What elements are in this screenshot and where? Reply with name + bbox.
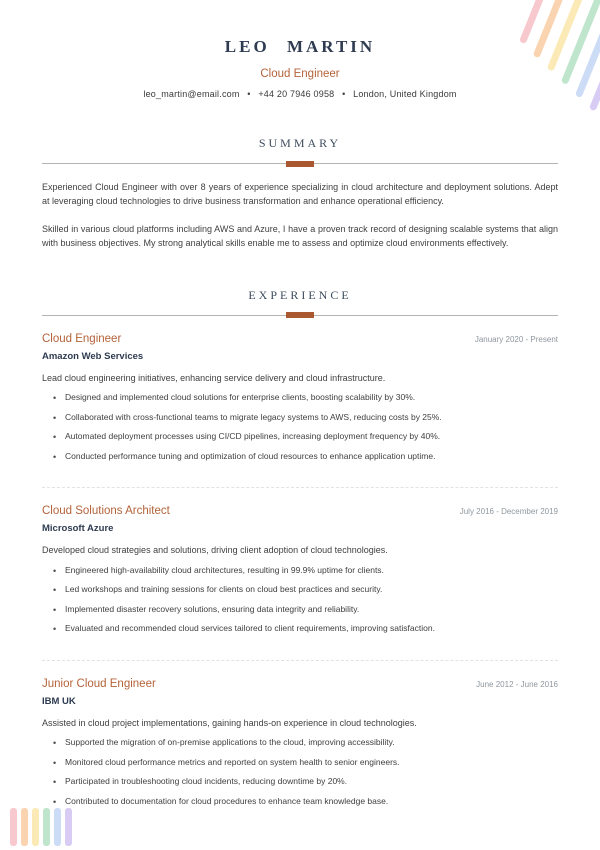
section-divider — [42, 315, 558, 316]
job-dates: July 2016 - December 2019 — [459, 507, 558, 517]
contact-phone: +44 20 7946 0958 — [258, 89, 335, 99]
job-entry — [42, 488, 558, 660]
job-lead: Assisted in cloud project implementations, gaining hands-on experience in cloud technologies. — [42, 717, 417, 728]
decorative-stripe — [54, 808, 61, 846]
job-title: Cloud Solutions Architect — [42, 505, 170, 518]
experience-body — [42, 316, 558, 807]
candidate-name: LEO MARTIN — [224, 37, 376, 56]
experience-section — [0, 288, 600, 807]
divider-accent-bar — [286, 312, 314, 318]
bullet-item: • Evaluated and recommended cloud services tailored to client requirements, improving satisfaction. — [42, 623, 558, 634]
bullet-item: • Participated in troubleshooting cloud incidents, reducing downtime by 20%. — [42, 776, 558, 787]
job-company: IBM UK — [42, 695, 76, 707]
decorative-stripe — [65, 808, 72, 846]
decorative-stripe — [10, 808, 17, 846]
decorative-stripes-bottom-left — [10, 808, 72, 846]
experience-heading: EXPERIENCE — [248, 287, 352, 302]
bullet-item: • Implemented disaster recovery solutions, ensuring data integrity and reliability. — [42, 604, 558, 615]
summary-paragraph: Skilled in various cloud platforms including AWS and Azure, I have a proven track record of designing scalable systems that align with business objectives. My strong analytical skills enable me to assess and optimize cloud environments effectively. — [42, 223, 558, 249]
decorative-stripe — [21, 808, 28, 846]
job-entry — [42, 316, 558, 488]
candidate-title: Cloud Engineer — [260, 68, 340, 80]
job-header — [42, 333, 558, 345]
job-company: Amazon Web Services — [42, 350, 144, 362]
job-lead: Developed cloud strategies and solutions, driving client adoption of cloud technologies. — [42, 545, 388, 556]
job-title: Cloud Engineer — [42, 332, 122, 345]
bullet-item: • Supported the migration of on-premise applications to the cloud, improving accessibility. — [42, 737, 558, 748]
summary-heading: SUMMARY — [258, 136, 342, 150]
contact-location: London, United Kingdom — [353, 89, 457, 99]
job-bullet-list — [42, 737, 558, 807]
bullet-item: • Monitored cloud performance metrics and reported on system health to senior engineers. — [42, 757, 558, 768]
bullet-item: • Contributed to documentation for cloud procedures to enhance team knowledge base. — [42, 796, 558, 807]
bullet-item: • Designed and implemented cloud solutions for enterprise clients, boosting scalability by 30%. — [42, 392, 558, 403]
job-entry — [42, 661, 558, 807]
resume-header — [0, 0, 600, 99]
bullet-item: • Collaborated with cross-functional teams to migrate legacy systems to AWS, reducing costs by 25%. — [42, 412, 558, 423]
contact-line — [0, 89, 600, 99]
job-dates: January 2020 - Present — [474, 334, 558, 344]
summary-paragraph: Experienced Cloud Engineer with over 8 years of experience specializing in cloud architecture and deployment solutions. Adept at leveraging cloud technologies to drive business transformation and enhance operational efficiency. — [42, 182, 558, 207]
bullet-item: • Led workshops and training sessions for clients on cloud best practices and security. — [42, 584, 558, 595]
decorative-stripe — [43, 808, 50, 846]
job-lead: Lead cloud engineering initiatives, enhancing service delivery and cloud infrastructure. — [42, 372, 386, 383]
section-divider — [42, 163, 558, 164]
job-header — [42, 505, 558, 517]
bullet-item: • Engineered high-availability cloud architectures, resulting in 99.9% uptime for clients. — [42, 565, 558, 576]
job-dates: June 2012 - June 2016 — [476, 679, 558, 689]
contact-separator: • — [342, 89, 346, 99]
divider-accent-bar — [286, 161, 314, 167]
job-title: Junior Cloud Engineer — [42, 677, 156, 690]
bullet-item: • Automated deployment processes using CI/CD pipelines, increasing deployment frequency by 40%. — [42, 431, 558, 442]
decorative-stripe — [561, 0, 600, 85]
summary-section — [0, 136, 600, 251]
job-bullet-list — [42, 392, 558, 462]
job-company: Microsoft Azure — [42, 523, 114, 535]
job-header — [42, 678, 558, 690]
decorative-stripe — [32, 808, 39, 846]
bullet-item: • Conducted performance tuning and optimization of cloud resources to enhance application uptime. — [42, 451, 558, 462]
contact-email: leo_martin@email.com — [143, 89, 240, 99]
summary-body — [42, 180, 558, 251]
contact-separator: • — [247, 89, 251, 99]
job-bullet-list — [42, 565, 558, 635]
